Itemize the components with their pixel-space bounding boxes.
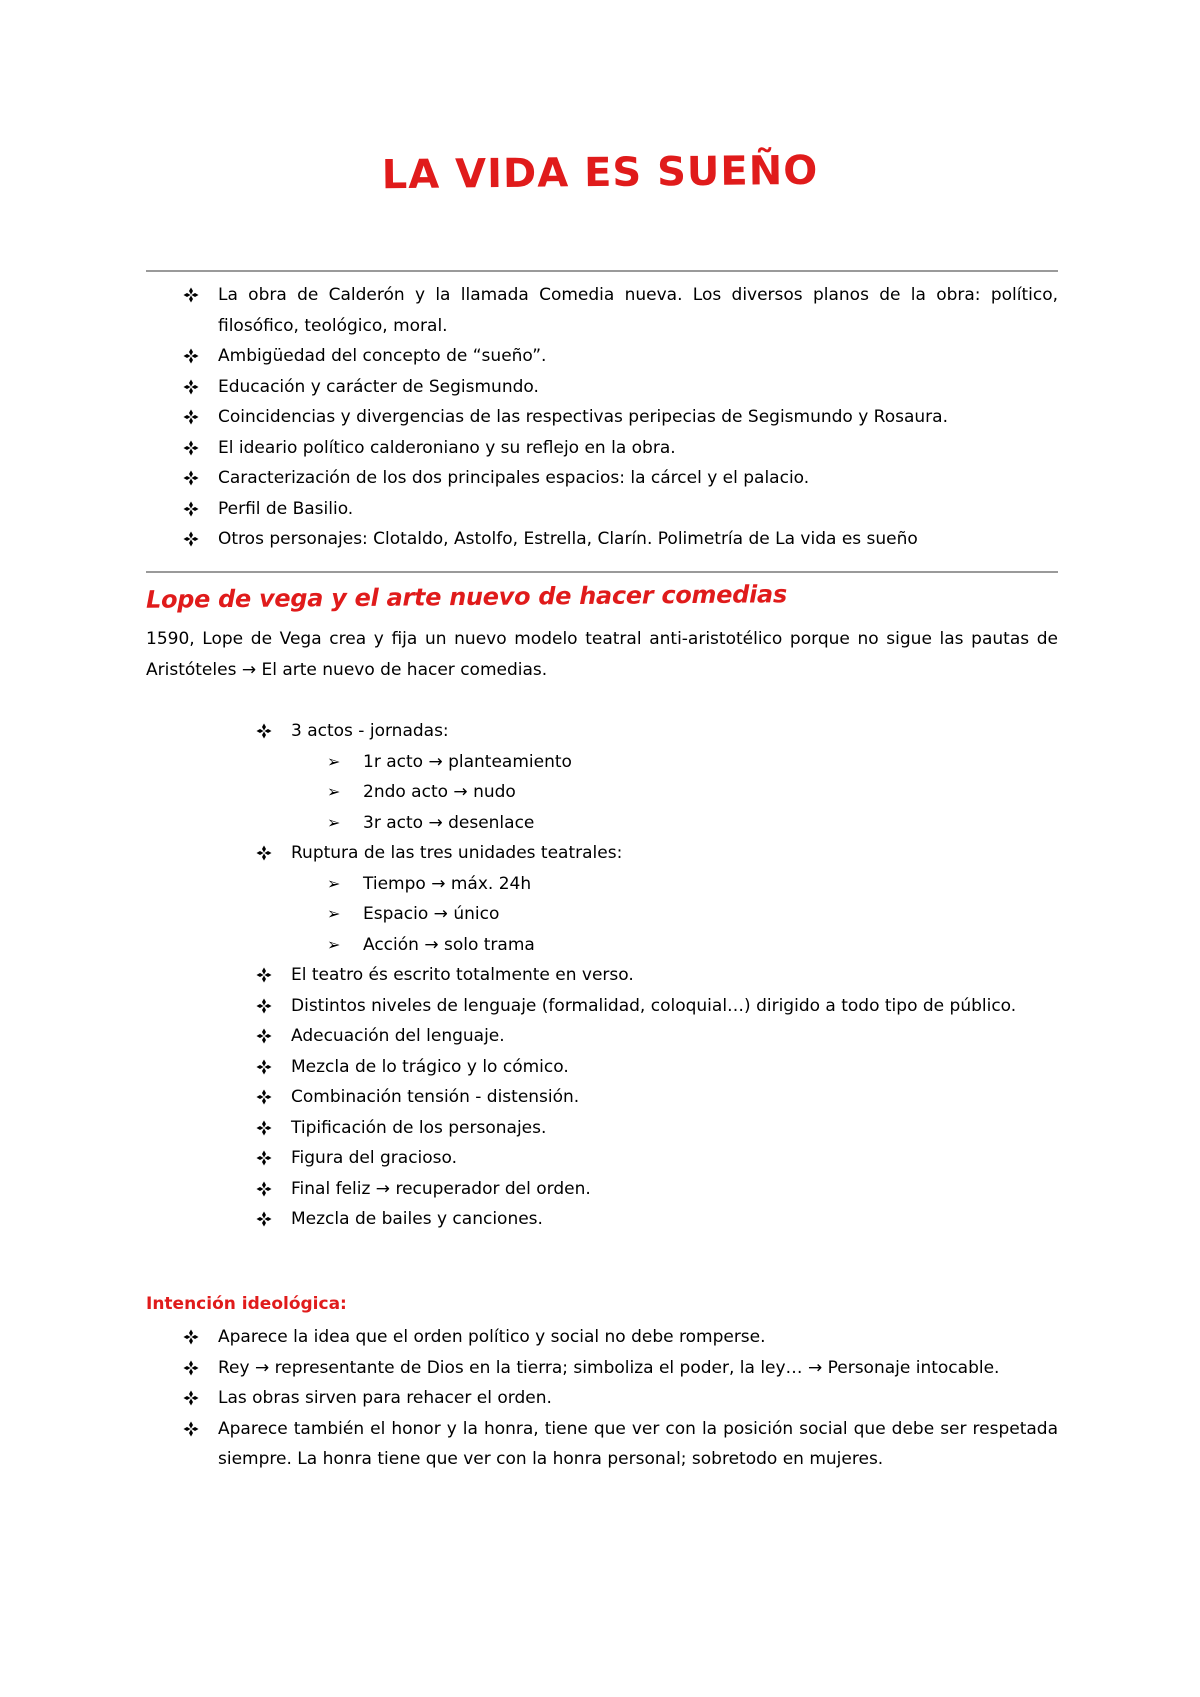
list-item: Coincidencias y divergencias de las respectivas peripecias de Segismundo y Rosaura. [182,402,1058,433]
diamond-bullet-icon [182,372,200,402]
sub-list-item: ➢ Tiempo → máx. 24h [327,869,1058,900]
intention-heading: Intención ideológica: [146,1294,347,1314]
sub-list-item: ➢ 3r acto → desenlace [327,808,1058,839]
section-heading: Lope de vega y el arte nuevo de hacer comedias [145,580,787,614]
diamond-bullet-icon [182,341,200,371]
arrowhead-bullet-icon: ➢ [327,751,341,771]
list-item: Otros personajes: Clotaldo, Astolfo, Estrella, Clarín. Polimetría de La vida es sueño [182,524,1058,555]
list-item: Figura del gracioso. [255,1143,1058,1174]
sub-list-item: ➢ 1r acto → planteamiento [327,747,1058,778]
arrowhead-bullet-icon: ➢ [327,812,341,832]
diamond-bullet-icon [255,1021,273,1051]
document-title: LA VIDA ES SUEÑO [381,147,819,199]
list-item: Adecuación del lenguaje. [255,1021,1058,1052]
arrowhead-bullet-icon: ➢ [327,873,341,893]
diamond-bullet-icon [182,1322,200,1352]
list-item: Educación y carácter de Segismundo. [182,372,1058,403]
list-item: Mezcla de lo trágico y lo cómico. [255,1052,1058,1083]
diamond-bullet-icon [182,280,200,310]
list-item: Distintos niveles de lenguaje (formalidad, coloquial…) dirigido a todo tipo de público. [255,991,1058,1022]
diamond-bullet-icon [255,1174,273,1204]
sub-list-item: ➢ 2ndo acto → nudo [327,777,1058,808]
list-item: El ideario político calderoniano y su reflejo en la obra. [182,433,1058,464]
arrowhead-bullet-icon: ➢ [327,904,341,923]
list-item: Aparece la idea que el orden político y social no debe romperse. [182,1322,1058,1353]
diamond-bullet-icon [255,1082,273,1112]
list-item: El teatro és escrito totalmente en verso. [255,960,1058,991]
sub-list-item: ➢ Acción → solo trama [327,930,1058,961]
diamond-bullet-icon [182,433,200,463]
list-item: Ambigüedad del concepto de “sueño”. [182,341,1058,372]
diamond-bullet-icon [255,838,273,868]
list-item: Perfil de Basilio. [182,494,1058,525]
list-item: Final feliz → recuperador del orden. [255,1174,1058,1205]
diamond-bullet-icon [255,1143,273,1173]
section-intro: 1590, Lope de Vega crea y fija un nuevo modelo teatral anti-aristotélico porque no sigue las pautas de Aristóteles → El arte nuevo de hacer comedias. [146,629,1058,680]
diamond-bullet-icon [255,991,273,1021]
diamond-bullet-icon [182,1414,200,1444]
list-item: Ruptura de las tres unidades teatrales: ➢ Tiempo → máx. 24h ➢ Espacio → único ➢ Acción → solo trama [255,838,1058,960]
features-list [255,716,1058,1235]
sub-list-item: ➢ Espacio → único [327,899,1058,930]
intention-list [182,1322,1058,1475]
list-item: Combinación tensión - distensión. [255,1082,1058,1113]
diamond-bullet-icon [255,1113,273,1143]
diamond-bullet-icon [255,1204,273,1234]
list-item: La obra de Calderón y la llamada Comedia nueva. Los diversos planos de la obra: político, filosófico, teológico, moral. [182,280,1058,341]
list-item: Las obras sirven para rehacer el orden. [182,1383,1058,1414]
diamond-bullet-icon [182,494,200,524]
diamond-bullet-icon [182,1383,200,1413]
diamond-bullet-icon [182,1353,200,1383]
list-item: Tipificación de los personajes. [255,1113,1058,1144]
diamond-bullet-icon [255,960,273,990]
diamond-bullet-icon [255,716,273,746]
diamond-bullet-icon [182,463,200,493]
list-item: Caracterización de los dos principales espacios: la cárcel y el palacio. [182,463,1058,494]
list-item: 3 actos - jornadas: ➢ 1r acto → planteamiento ➢ 2ndo acto → nudo ➢ 3r acto → desenlace [255,716,1058,838]
topics-list [182,280,1058,555]
diamond-bullet-icon [182,524,200,554]
arrowhead-bullet-icon: ➢ [327,782,341,801]
list-item: Aparece también el honor y la honra, tiene que ver con la posición social que debe ser respetada siempre. La honra tiene que ver con la honra personal; sobretodo en mujeres. [182,1414,1058,1475]
list-item: Rey → representante de Dios en la tierra; simboliza el poder, la ley… → Personaje intocable. [182,1353,1058,1384]
horizontal-rule-bottom [146,571,1058,573]
diamond-bullet-icon [182,402,200,432]
horizontal-rule-top [146,270,1058,272]
sub-list [291,869,1058,961]
diamond-bullet-icon [255,1052,273,1082]
list-item: Mezcla de bailes y canciones. [255,1204,1058,1235]
arrowhead-bullet-icon: ➢ [327,934,341,954]
sub-list [291,747,1058,839]
